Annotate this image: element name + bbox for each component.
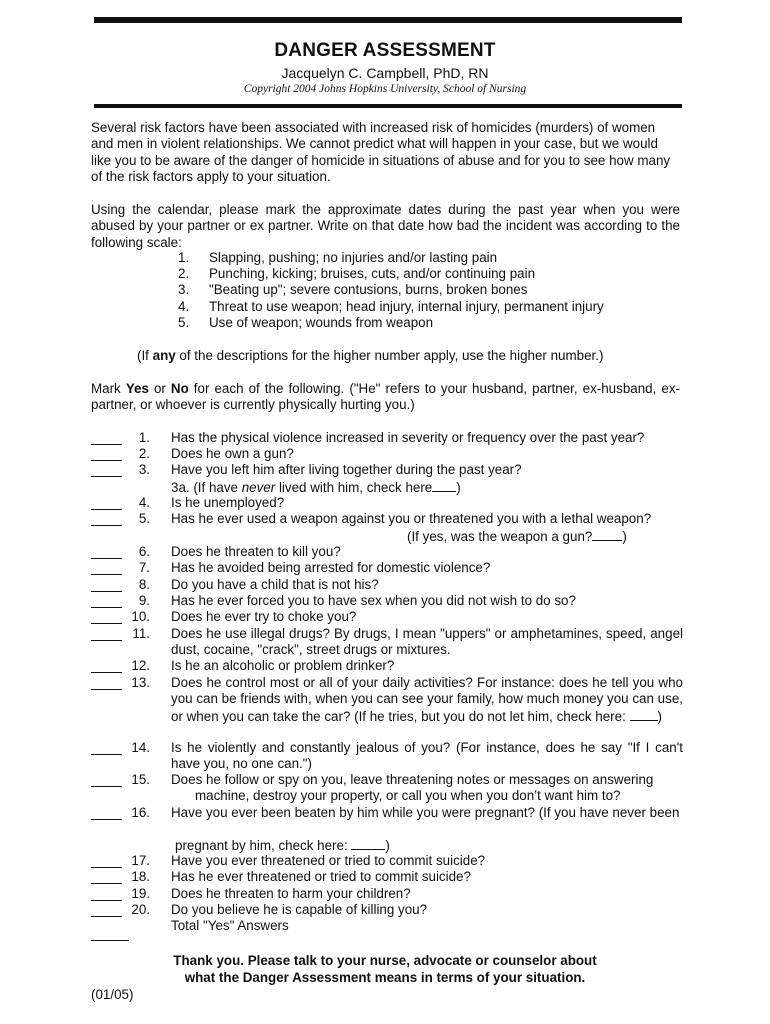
question-8: 8. Do you have a child that is not his? bbox=[91, 577, 683, 593]
top-rule bbox=[94, 17, 682, 23]
answer-blank[interactable] bbox=[91, 675, 122, 691]
answer-blank[interactable] bbox=[91, 495, 122, 511]
answer-blank[interactable] bbox=[91, 609, 122, 625]
answer-blank[interactable] bbox=[91, 740, 122, 756]
copyright-line: Copyright 2004 Johns Hopkins University, School of Nursing bbox=[243, 83, 527, 95]
answer-blank[interactable] bbox=[91, 462, 122, 478]
total-blank[interactable] bbox=[91, 926, 129, 942]
check-blank[interactable] bbox=[351, 837, 385, 850]
question-15: 15. Does he follow or spy on you, leave threatening notes or messages on answering machine, destroy your property, or call you when you don’t want him to? bbox=[91, 772, 683, 805]
question-7: 7. Has he avoided being arrested for domestic violence? bbox=[91, 560, 683, 576]
answer-blank[interactable] bbox=[91, 593, 122, 609]
answer-blank[interactable] bbox=[91, 886, 122, 902]
question-19: 19. Does he threaten to harm your children? bbox=[91, 886, 683, 902]
question-1: 1. Has the physical violence increased in severity or frequency over the past year? bbox=[91, 430, 683, 446]
answer-blank[interactable] bbox=[91, 658, 122, 674]
question-5: 5. Has he ever used a weapon against you or threatened you with a lethal weapon? bbox=[91, 511, 683, 527]
revision-date: (01/05) bbox=[91, 987, 134, 1002]
question-6: 6. Does he threaten to kill you? bbox=[91, 544, 683, 560]
scale-note: (If any of the descriptions for the higher number apply, use the higher number.) bbox=[137, 348, 604, 363]
question-12: 12. Is he an alcoholic or problem drinker? bbox=[91, 658, 683, 674]
calendar-instructions: Using the calendar, please mark the approximate dates during the past year when you were abused by your partner or ex partner. Write on that date how bad the incident was according to the following scale: bbox=[91, 202, 680, 250]
question-5a: (If yes, was the weapon a gun? ) bbox=[407, 529, 627, 544]
question-13: 13. Does he control most or all of your daily activities? For instance: does he tell you who you can be friends with, when you can see your family, how much money you can use, or when you can take the car? (If he tries, but you do not let him, check here: ) bbox=[91, 675, 683, 725]
question-14: 14. Is he violently and constantly jealous of you? (For instance, does he say "If I can't have you, no one can.") bbox=[91, 740, 683, 773]
answer-blank[interactable] bbox=[91, 853, 122, 869]
question-16: 16. Have you ever been beaten by him while you were pregnant? (If you have never been bbox=[91, 805, 683, 821]
mark-instructions: Mark Yes or No for each of the following. ("He" refers to your husband, partner, ex-husband, ex-partner, or whoever is currently physically hurting you.) bbox=[91, 381, 680, 413]
scale-item: 2. Punching, kicking; bruises, cuts, and/or continuing pain bbox=[178, 266, 536, 281]
intro-paragraph: Several risk factors have been associated with increased risk of homicides (murders) of women and men in violent relationships. We cannot predict what will happen in your case, but we would like you to be aware of the danger of homicide in situations of abuse and for you to see how many of the risk factors apply to your situation. bbox=[91, 120, 671, 185]
question-4: 4. Is he unemployed? bbox=[91, 495, 683, 511]
answer-blank[interactable] bbox=[91, 446, 122, 462]
question-2: 2. Does he own a gun? bbox=[91, 446, 683, 462]
header-rule bbox=[94, 104, 682, 108]
question-9: 9. Has he ever forced you to have sex when you did not wish to do so? bbox=[91, 593, 683, 609]
page-title: DANGER ASSESSMENT bbox=[274, 40, 496, 61]
scale-item: 3. "Beating up"; severe contusions, burns, broken bones bbox=[178, 282, 528, 297]
answer-blank[interactable] bbox=[91, 560, 122, 576]
answer-blank[interactable] bbox=[91, 544, 122, 560]
check-blank[interactable] bbox=[592, 528, 622, 541]
question-20: 20. Do you believe he is capable of killing you? bbox=[91, 902, 683, 918]
question-10: 10. Does he ever try to choke you? bbox=[91, 609, 683, 625]
answer-blank[interactable] bbox=[91, 869, 122, 885]
answer-blank[interactable] bbox=[91, 577, 122, 593]
answer-blank[interactable] bbox=[91, 511, 122, 527]
answer-blank[interactable] bbox=[91, 902, 122, 918]
answer-blank[interactable] bbox=[91, 772, 122, 788]
scale-item: 4. Threat to use weapon; head injury, internal injury, permanent injury bbox=[178, 299, 604, 314]
author-line: Jacquelyn C. Campbell, PhD, RN bbox=[281, 65, 489, 81]
total-label: Total "Yes" Answers bbox=[171, 918, 289, 933]
scale-item: 1. Slapping, pushing; no injuries and/or lasting pain bbox=[178, 250, 498, 265]
answer-blank[interactable] bbox=[91, 430, 122, 446]
thank-you-note: Thank you. Please talk to your nurse, advocate or counselor about what the Danger Assessment means in terms of your situation. bbox=[173, 953, 597, 985]
check-blank[interactable] bbox=[432, 479, 456, 492]
answer-blank[interactable] bbox=[91, 626, 122, 642]
question-17: 17. Have you ever threatened or tried to commit suicide? bbox=[91, 853, 683, 869]
answer-blank[interactable] bbox=[91, 805, 122, 821]
question-3: 3. Have you left him after living together during the past year? bbox=[91, 462, 683, 478]
check-blank[interactable] bbox=[630, 708, 658, 721]
question-3a: 3a. (If have never lived with him, check here ) bbox=[171, 480, 461, 495]
question-11: 11. Does he use illegal drugs? By drugs, I mean "uppers" or amphetamines, speed, angel dust, cocaine, "crack", street drugs or mixtures. bbox=[91, 626, 683, 659]
question-16-continued: pregnant by him, check here: ) bbox=[175, 838, 390, 853]
question-18: 18. Has he ever threatened or tried to commit suicide? bbox=[91, 869, 683, 885]
scale-item: 5. Use of weapon; wounds from weapon bbox=[178, 315, 434, 330]
